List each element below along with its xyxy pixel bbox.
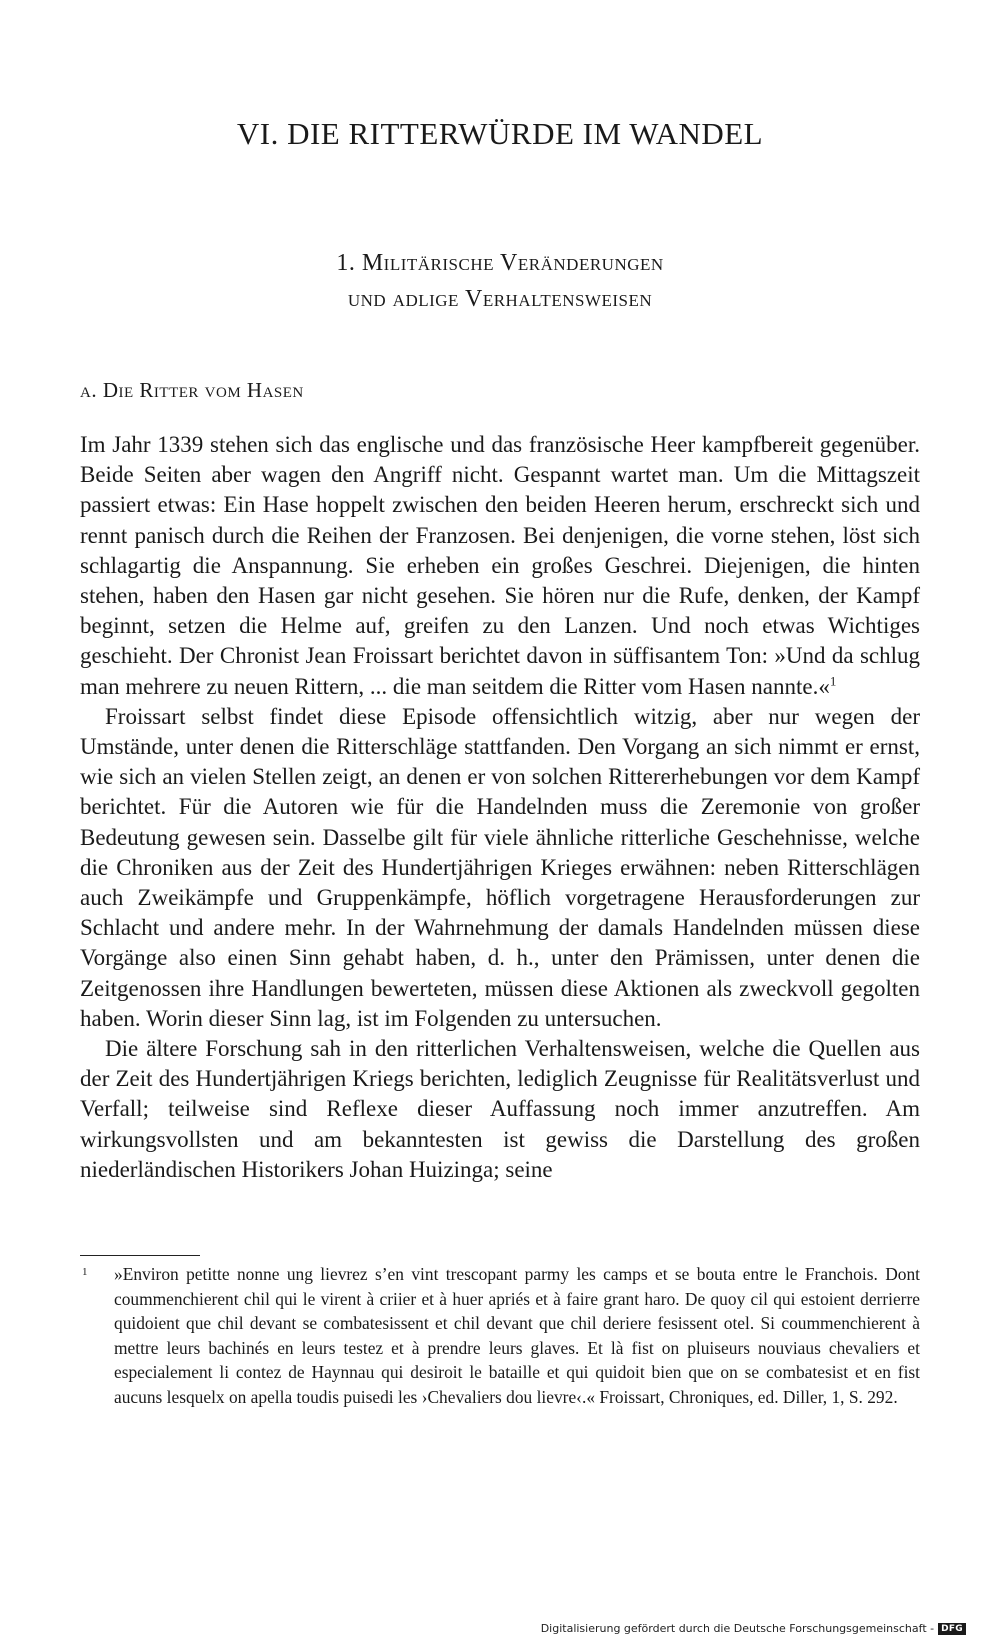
digitization-credit xyxy=(541,1622,966,1635)
chapter-title: VI. DIE RITTERWÜRDE IM WANDEL xyxy=(236,116,764,151)
section-title xyxy=(0,245,1000,317)
footnote-1 xyxy=(82,1262,920,1409)
dfg-logo: DFG xyxy=(938,1623,966,1635)
paragraph-3: Die ältere Forschung sah in den ritterlichen Verhaltensweisen, welche die Quellen aus der Zeit des Hundertjährigen Kriegs berichten, lediglich Zeugnisse für Realitätsverlust und Verfall; teilweise sind Reflexe dieser Auffassung noch immer anzutreffen. Am wirkungsvollsten und am bekanntesten ist gewiss die Darstellung des großen niederländischen Historikers Johan Huizinga; seine xyxy=(80,1036,920,1182)
footnote-divider xyxy=(80,1255,200,1256)
section-title-line-2: und adlige Verhaltensweisen xyxy=(347,286,653,312)
body-text xyxy=(80,430,920,1185)
paragraph-2: Froissart selbst findet diese Episode offensichtlich witzig, aber nur wegen der Umstände, unter denen die Ritterschläge stattfanden. Den Vorgang an sich nimmt er ernst, wie sich an vielen Stellen zeigt, an denen er von solchen Rittererhebungen vor dem Kampf berichtet. Für die Autoren wie für die Handelnden muss die Zeremonie von großer Bedeutung gewesen sein. Dasselbe gilt für viele ähnliche ritterliche Geschehnisse, welche die Chroniken aus der Zeit des Hundertjährigen Krieges erwähnen: neben Ritterschlägen auch Zweikämpfe und Gruppenkämpfe, höflich vorgetragene Herausforderungen zur Schlacht und andere mehr. In der Wahrnehmung der damals Handelnden müssen diese Vorgänge also einen Sinn gehabt haben, d. h., unter den Prämissen, unter denen die Zeitgenossen ihre Handlungen bewerteten, müssen diese Aktionen als zweckvoll gegolten haben. Worin dieser Sinn lag, ist im Folgenden zu untersuchen. xyxy=(80,703,920,1031)
footnote-mark: 1 xyxy=(82,1266,88,1278)
credit-text: Digitalisierung gefördert durch die Deutsche Forschungsgemeinschaft - xyxy=(540,1622,935,1635)
section-title-line-1: 1. Militärische Veränderungen xyxy=(336,250,664,276)
paragraph-1-text: Im Jahr 1339 stehen sich das englische und das französische Heer kampfbereit gegenüber. Beide Seiten aber wagen den Angriff nicht. Gespannt wartet man. Um die Mittagszeit passiert etwas: Ein Hase hoppelt zwischen den beiden Heeren herum, erschreckt sich und rennt panisch durch die Reihen der Franzosen. Bei denjenigen, die vorne stehen, löst sich schlagartig die Anspannung. Sie erheben ein großes Geschrei. Diejenigen, die hinten stehen, haben den Hasen gar nicht gesehen. Sie hören nur die Rufe, denken, der Kampf beginnt, setzen die Helme auf, greifen zu den Lanzen. Und noch etwas Wichtiges geschieht. Der Chronist Jean Froissart berichtet davon in süffisantem Ton: »Und da schlug man mehrere zu neuen Rittern, ... die man seitdem die Ritter vom Hasen nannte.« xyxy=(80,432,920,699)
paragraph-1 xyxy=(80,430,920,702)
footnote-text: »Environ petitte nonne ung lievrez s’en vint trescopant parmy les camps et se bouta entre le Franchois. Dont coummenchierent chil qui le virent à criier et à huer apriés et à faire grant haro. De quoy cil qui estoient derrierre quidoient que chil devant se combatesissent et chil devant que chil deriere fesissent otel. Si coummenchierent à mettre leurs bachinés en leurs testez et à prendre leurs glaves. Et là fist on pluiseurs nouviaus chevaliers et especialement li contez de Haynnau qui desiroit le bataille et qui quidoit bien que on se combatesist et en fist aucuns lesquelx on apella toudis puisedi les ›Chevaliers dou lievre‹.« Froissart, Chroniques, ed. Diller, 1, S. 292. xyxy=(114,1264,920,1407)
footnote-reference: 1 xyxy=(829,672,837,688)
subsection-title: a. Die Ritter vom Hasen xyxy=(80,378,304,402)
